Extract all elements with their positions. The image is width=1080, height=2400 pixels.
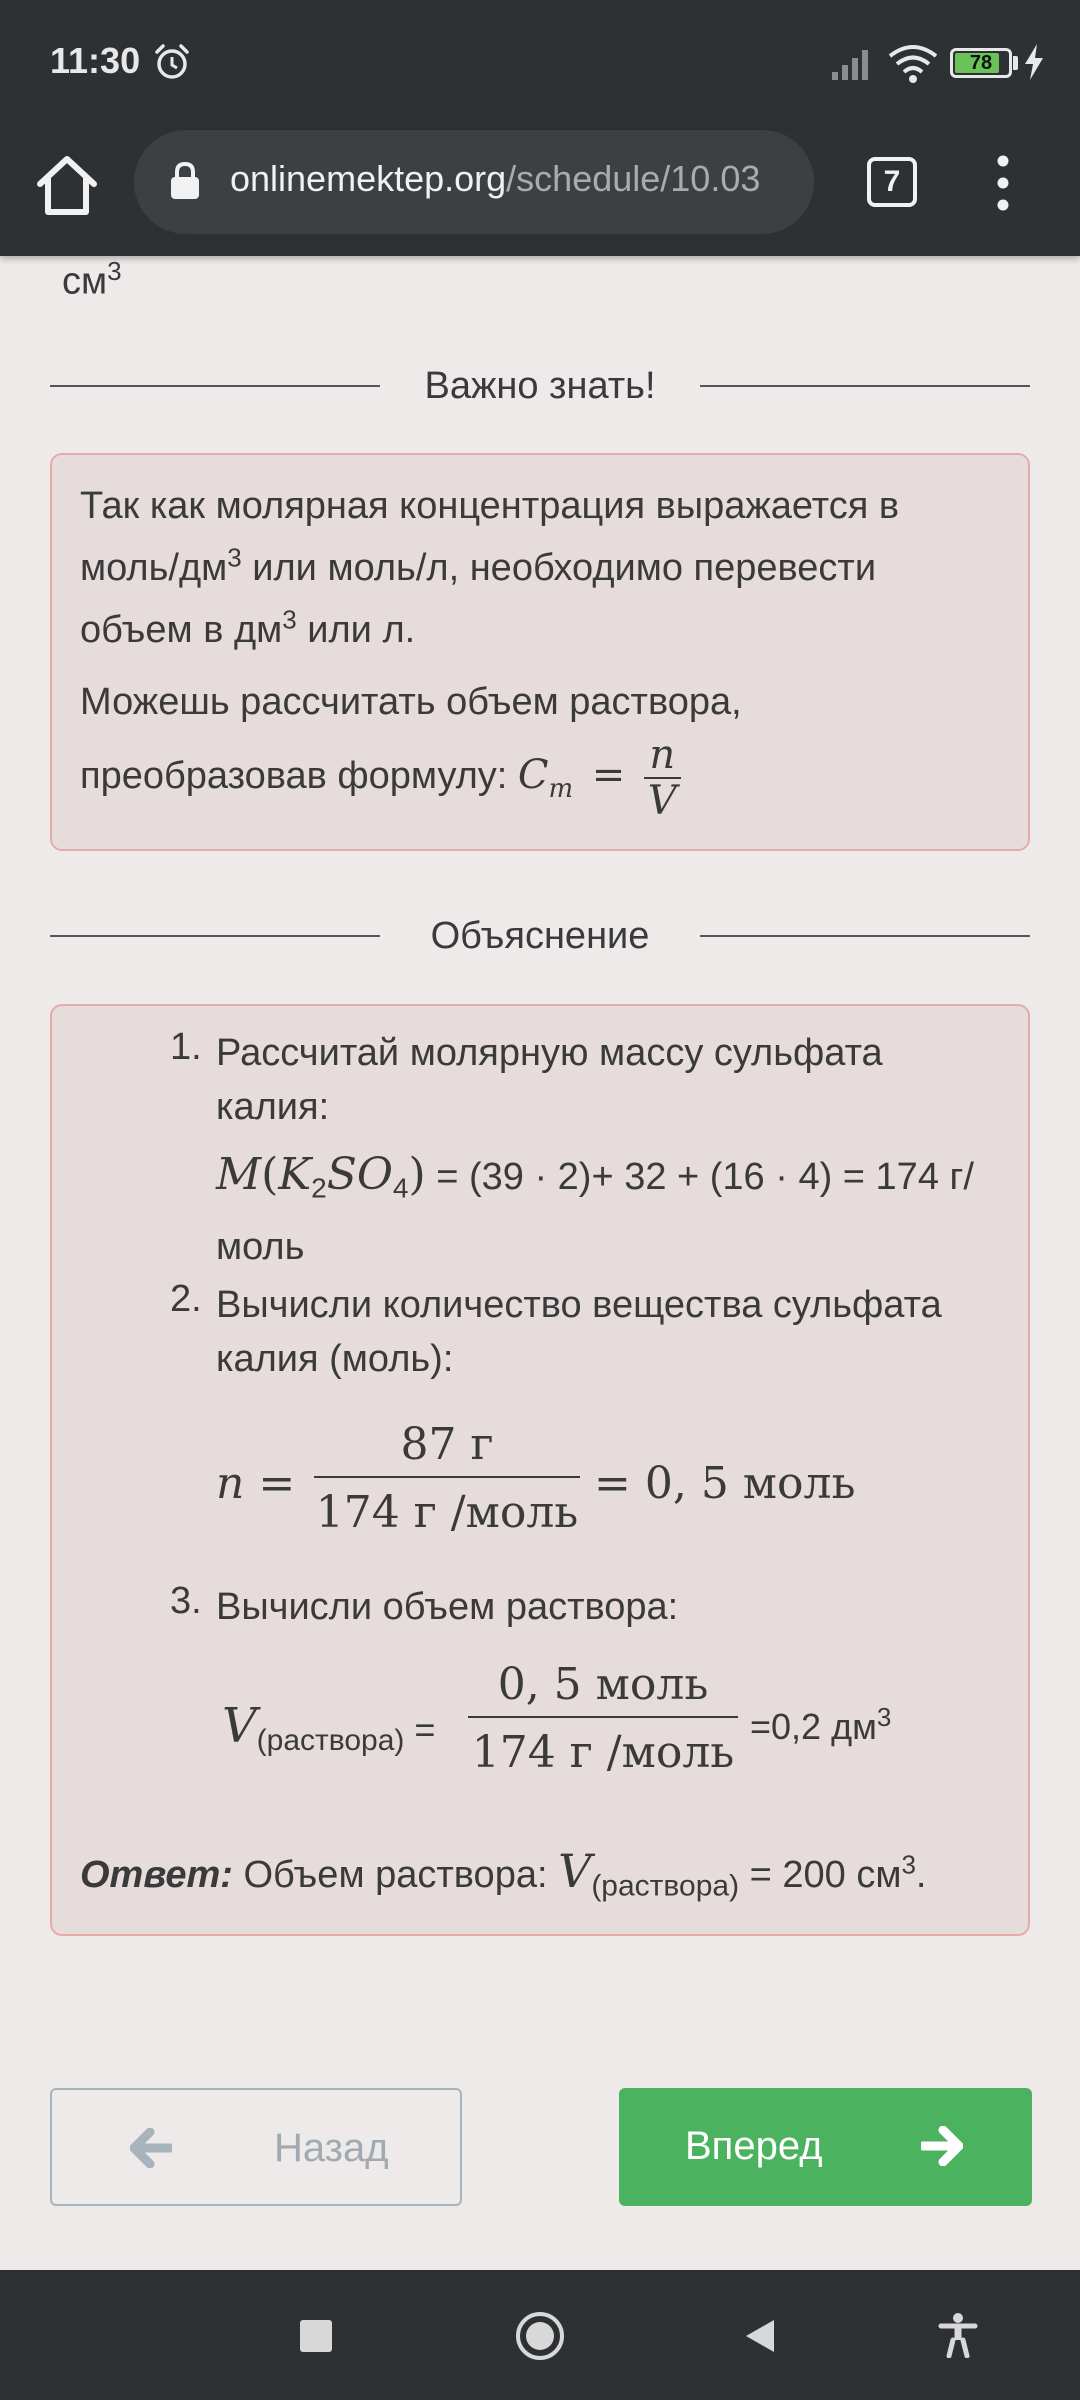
system-nav-bar [0, 2270, 1080, 2400]
next-button[interactable] [619, 2088, 1032, 2206]
important-header: Важно знать! [424, 365, 656, 407]
battery-tip [1013, 56, 1018, 70]
important-divider [50, 358, 1030, 414]
accessibility-icon[interactable] [938, 2312, 978, 2358]
back-button[interactable] [50, 2088, 462, 2206]
explanation-header: Объяснение [430, 915, 650, 957]
url-text [230, 158, 790, 200]
signal-icon [832, 46, 876, 80]
address-bar[interactable] [134, 130, 814, 234]
answer-label: Ответ: [80, 1854, 233, 1896]
charging-bolt-icon [1022, 44, 1046, 80]
recent-apps-icon[interactable] [298, 2318, 334, 2354]
step-number: 3. [170, 1580, 202, 1622]
important-line: Можешь рассчитать объем раствора, [80, 681, 742, 723]
cut-off-unit: $см^3$ [62, 256, 122, 303]
battery-level: 78 [969, 52, 993, 74]
important-line: моль/$дм^3$ или моль/л, необходимо перевести [80, 542, 877, 589]
url-domain: onlinemektep.org [230, 158, 507, 199]
important-formula-line: преобразовав формулу: $C_m$ = $\frac{n}{V}$ [80, 733, 899, 823]
back-triangle-icon[interactable] [740, 2316, 780, 2356]
important-box [50, 453, 1030, 851]
status-bar [0, 0, 1080, 130]
important-line: объем в $дм^3$ или л. [80, 604, 416, 651]
important-text [80, 475, 899, 823]
tabs-icon[interactable]: 7 [867, 157, 917, 207]
answer-line: Ответ: Объем раствора: $V_{(раствора)} = 200$ $см^3$. [80, 1844, 927, 1903]
status-time: 11:30 [50, 40, 141, 81]
formula-fraction: $\frac{n}{V}$ [644, 733, 681, 823]
wifi-icon [888, 44, 938, 84]
home-icon[interactable] [30, 148, 104, 222]
step-text: Вычисли количество вещества сульфата калия (моль): [216, 1284, 942, 1380]
url-path: /schedule/10.03 [506, 158, 761, 199]
back-button-label: Назад [274, 2126, 389, 2170]
browser-toolbar [0, 130, 1080, 256]
formula-lhs: $C_m$ [517, 752, 574, 805]
next-button-label: Вперед [685, 2124, 823, 2168]
alarm-icon [152, 42, 192, 82]
arrow-left-icon [130, 2128, 172, 2168]
explanation-divider [50, 908, 1030, 964]
step-text: Вычисли объем раствора: [216, 1586, 679, 1628]
battery-icon [950, 48, 1012, 78]
step-number: 2. [170, 1278, 202, 1320]
arrow-right-icon [921, 2126, 963, 2166]
step-number: 1. [170, 1026, 202, 1068]
menu-icon[interactable] [988, 152, 1018, 214]
molar-mass-formula: $M(K_2SO_4) = (39 \cdot 2)+ 32 + (16 \cdot 4) = 174$ г/ моль [216, 1149, 974, 1268]
important-line: Так как молярная концентрация выражается в [80, 485, 900, 527]
explanation-box: 1. Рассчитай молярную массу сульфата калия: $M(K_2SO_4) = (39 \cdot 2)+ 32 + (16 \cdot 4) = 174$ г/ моль 2. Вычисли количество вещества сульфата калия (моль): n = 87 г 174 г /моль = 0, 5 моль 3. Вычисли объем раствора: $V_{(раствора)}$ = 0, 5 моль 174 г /моль =0,2 $дм^3$ Ответ: Объем раствора: $V_{(раствора)} = 200$ $см^3$. [50, 1004, 1030, 1936]
step-text: Рассчитай молярную массу сульфата калия: [216, 1032, 883, 1128]
lock-icon [170, 162, 200, 200]
home-circle-icon[interactable] [514, 2310, 566, 2362]
page-content [0, 256, 1080, 2270]
